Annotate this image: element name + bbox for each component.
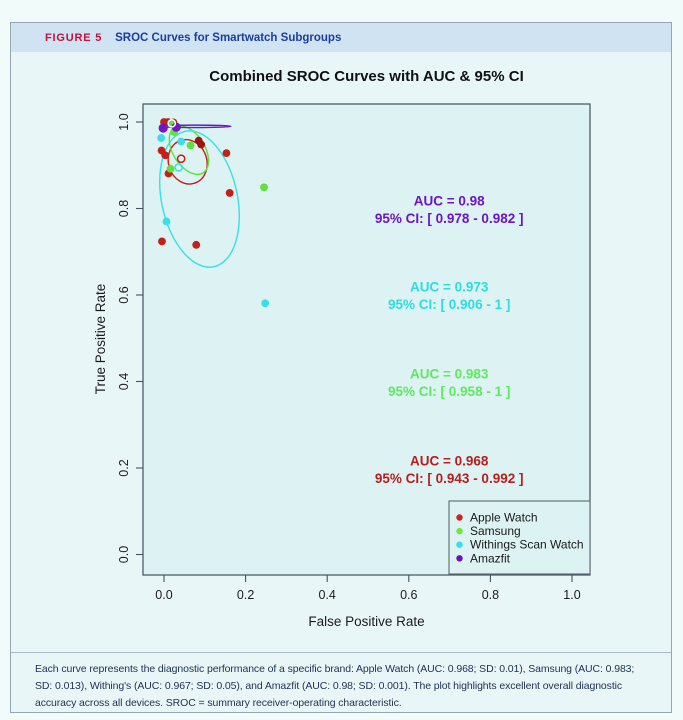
y-tick-label: 0.4	[117, 372, 131, 391]
auc-annotation: AUC = 0.98	[413, 193, 485, 209]
x-tick-label: 0.0	[155, 588, 173, 602]
scatter-point	[163, 218, 171, 226]
scatter-point	[226, 189, 234, 197]
ci-annotation: 95% CI: [ 0.978 - 0.982 ]	[374, 210, 524, 226]
legend-dot	[456, 555, 462, 561]
chart-title: Combined SROC Curves with AUC & 95% CI	[209, 68, 524, 85]
y-axis-label: True Positive Rate	[93, 283, 108, 395]
figure-title: SROC Curves for Smartwatch Subgroups	[115, 31, 342, 44]
y-tick-label: 0.8	[117, 199, 131, 218]
scatter-point	[192, 241, 200, 249]
ci-annotation: 95% CI: [ 0.958 - 1 ]	[388, 383, 511, 399]
y-tick-label: 0.2	[117, 459, 131, 477]
x-tick-label: 0.4	[318, 588, 336, 602]
scatter-point	[159, 123, 168, 132]
scatter-point	[260, 183, 268, 191]
figure-header	[11, 23, 671, 52]
scatter-point	[197, 141, 205, 149]
legend-item-label: Samsung	[470, 524, 521, 539]
scatter-point	[261, 299, 269, 307]
legend-dot	[456, 542, 462, 548]
legend-item-label: Withings Scan Watch	[470, 537, 584, 552]
x-tick-label: 0.2	[236, 588, 255, 602]
scatter-point	[161, 151, 169, 159]
figure-label: FIGURE 5	[45, 31, 103, 44]
scatter-point	[187, 141, 195, 149]
ci-annotation: 95% CI: [ 0.943 - 0.992 ]	[374, 471, 524, 487]
auc-annotation: AUC = 0.973	[409, 279, 489, 295]
figure-caption: Each curve represents the diagnostic performance of a specific brand: Apple Watch (AUC: 0.968; SD: 0.01), Samsung (AUC: 0.983; SD: 0.013), Withing's (AUC: 0.967; SD: 0.05), and Amazfit (AUC: 0.98; SD: 0.001). The plot highlights excellent overall diagnostic accuracy across all devices. SROC = summary receiver-operating characteristic.	[11, 652, 671, 712]
sroc-chart	[11, 52, 671, 652]
x-tick-label: 0.8	[481, 588, 500, 602]
legend-dot	[456, 514, 462, 520]
x-axis-label: False Positive Rate	[308, 614, 425, 629]
legend-dot	[456, 528, 462, 534]
x-tick-label: 0.6	[400, 588, 418, 602]
scatter-point	[167, 165, 175, 173]
legend-item-label: Amazfit	[470, 551, 511, 566]
scatter-point	[223, 149, 231, 157]
y-tick-label: 1.0	[117, 113, 131, 131]
scatter-point	[177, 138, 185, 146]
ci-annotation: 95% CI: [ 0.906 - 1 ]	[388, 296, 511, 312]
y-tick-label: 0.0	[117, 545, 131, 564]
scatter-point	[157, 134, 165, 142]
auc-annotation: AUC = 0.983	[409, 366, 489, 382]
legend-item-label: Apple Watch	[470, 510, 538, 525]
x-tick-label: 1.0	[563, 588, 581, 602]
auc-annotation: AUC = 0.968	[409, 453, 489, 469]
sroc-chart-svg	[11, 52, 671, 652]
y-tick-label: 0.6	[117, 286, 131, 304]
scatter-point	[158, 237, 166, 245]
figure-card	[10, 22, 672, 713]
